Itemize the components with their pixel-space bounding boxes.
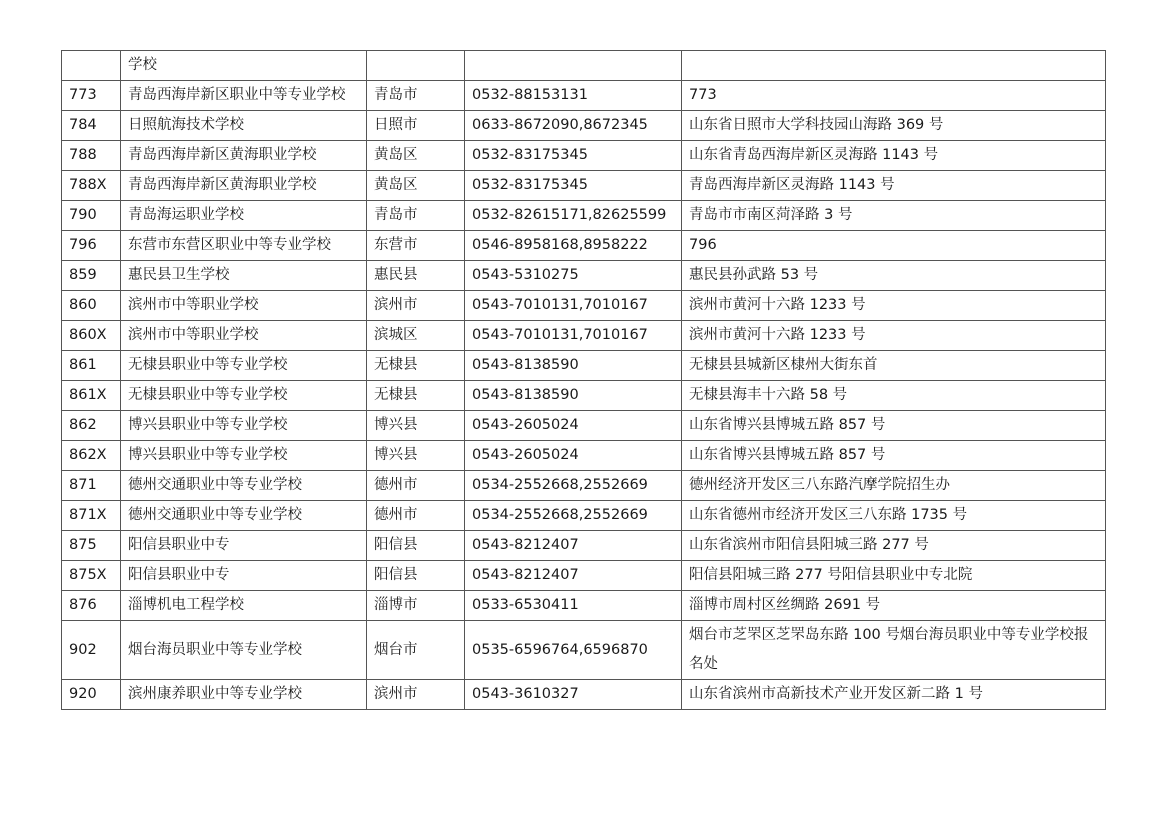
table-row <box>62 321 1106 351</box>
school-name-cell: 日照航海技术学校 <box>121 111 367 141</box>
school-name-cell: 无棣县职业中等专业学校 <box>121 351 367 381</box>
code-cell: 871X <box>62 501 121 531</box>
code-cell: 876 <box>62 591 121 621</box>
school-name-cell: 阳信县职业中专 <box>121 531 367 561</box>
table-row <box>62 291 1106 321</box>
table-row <box>62 561 1106 591</box>
address-cell: 青岛西海岸新区灵海路 1143 号 <box>682 171 1106 201</box>
city-cell: 黄岛区 <box>367 171 465 201</box>
code-cell: 920 <box>62 680 121 710</box>
phone-cell: 0543-8212407 <box>465 561 682 591</box>
code-cell: 860 <box>62 291 121 321</box>
city-cell: 青岛市 <box>367 81 465 111</box>
phone-cell: 0633-8672090,8672345 <box>465 111 682 141</box>
school-name-cell: 青岛海运职业学校 <box>121 201 367 231</box>
table-row <box>62 411 1106 441</box>
address-cell: 山东省博兴县博城五路 857 号 <box>682 441 1106 471</box>
address-cell: 山东省青岛西海岸新区灵海路 1143 号 <box>682 141 1106 171</box>
table-row <box>62 261 1106 291</box>
phone-cell: 0534-2552668,2552669 <box>465 501 682 531</box>
address-cell <box>682 51 1106 81</box>
school-name-cell: 青岛西海岸新区黄海职业学校 <box>121 141 367 171</box>
phone-cell <box>465 51 682 81</box>
table-row <box>62 471 1106 501</box>
phone-cell: 0543-2605024 <box>465 411 682 441</box>
city-cell: 东营市 <box>367 231 465 261</box>
school-name-cell: 学校 <box>121 51 367 81</box>
code-cell: 862X <box>62 441 121 471</box>
table-row <box>62 501 1106 531</box>
address-cell: 滨州市黄河十六路 1233 号 <box>682 321 1106 351</box>
table-row <box>62 531 1106 561</box>
table-row <box>62 141 1106 171</box>
phone-cell: 0532-83175345 <box>465 171 682 201</box>
address-cell: 山东省德州市经济开发区三八东路 1735 号 <box>682 501 1106 531</box>
table-row <box>62 231 1106 261</box>
school-name-cell: 德州交通职业中等专业学校 <box>121 471 367 501</box>
code-cell: 859 <box>62 261 121 291</box>
phone-cell: 0532-82615171,82625599 <box>465 201 682 231</box>
code-cell: 875 <box>62 531 121 561</box>
code-cell: 788 <box>62 141 121 171</box>
school-name-cell: 博兴县职业中等专业学校 <box>121 411 367 441</box>
phone-cell: 0543-2605024 <box>465 441 682 471</box>
address-cell: 773 <box>682 81 1106 111</box>
city-cell: 阳信县 <box>367 561 465 591</box>
code-cell: 875X <box>62 561 121 591</box>
phone-cell: 0532-88153131 <box>465 81 682 111</box>
phone-cell: 0532-83175345 <box>465 141 682 171</box>
city-cell: 无棣县 <box>367 351 465 381</box>
address-cell: 山东省滨州市阳信县阳城三路 277 号 <box>682 531 1106 561</box>
school-name-cell: 惠民县卫生学校 <box>121 261 367 291</box>
city-cell: 日照市 <box>367 111 465 141</box>
school-name-cell: 青岛西海岸新区职业中等专业学校 <box>121 81 367 111</box>
phone-cell: 0533-6530411 <box>465 591 682 621</box>
code-cell: 862 <box>62 411 121 441</box>
address-cell: 青岛市市南区菏泽路 3 号 <box>682 201 1106 231</box>
address-cell: 滨州市黄河十六路 1233 号 <box>682 291 1106 321</box>
address-cell: 惠民县孙武路 53 号 <box>682 261 1106 291</box>
school-name-cell: 德州交通职业中等专业学校 <box>121 501 367 531</box>
code-cell: 790 <box>62 201 121 231</box>
city-cell: 滨州市 <box>367 291 465 321</box>
school-name-cell: 博兴县职业中等专业学校 <box>121 441 367 471</box>
table-row <box>62 51 1106 81</box>
phone-cell: 0543-8212407 <box>465 531 682 561</box>
code-cell: 773 <box>62 81 121 111</box>
city-cell: 滨城区 <box>367 321 465 351</box>
phone-cell: 0543-3610327 <box>465 680 682 710</box>
address-cell: 无棣县县城新区棣州大街东首 <box>682 351 1106 381</box>
school-name-cell: 滨州市中等职业学校 <box>121 321 367 351</box>
city-cell: 德州市 <box>367 501 465 531</box>
city-cell: 无棣县 <box>367 381 465 411</box>
phone-cell: 0534-2552668,2552669 <box>465 471 682 501</box>
city-cell <box>367 51 465 81</box>
code-cell: 902 <box>62 621 121 680</box>
school-name-cell: 滨州市中等职业学校 <box>121 291 367 321</box>
address-cell: 796 <box>682 231 1106 261</box>
table-row <box>62 351 1106 381</box>
school-name-cell: 滨州康养职业中等专业学校 <box>121 680 367 710</box>
city-cell: 烟台市 <box>367 621 465 680</box>
address-cell: 山东省滨州市高新技术产业开发区新二路 1 号 <box>682 680 1106 710</box>
phone-cell: 0543-7010131,7010167 <box>465 321 682 351</box>
school-name-cell: 东营市东营区职业中等专业学校 <box>121 231 367 261</box>
code-cell <box>62 51 121 81</box>
address-cell: 烟台市芝罘区芝罘岛东路 100 号烟台海员职业中等专业学校报名处 <box>682 621 1106 680</box>
phone-cell: 0543-8138590 <box>465 351 682 381</box>
city-cell: 青岛市 <box>367 201 465 231</box>
city-cell: 博兴县 <box>367 441 465 471</box>
code-cell: 784 <box>62 111 121 141</box>
city-cell: 黄岛区 <box>367 141 465 171</box>
address-cell: 山东省博兴县博城五路 857 号 <box>682 411 1106 441</box>
phone-cell: 0543-8138590 <box>465 381 682 411</box>
code-cell: 861 <box>62 351 121 381</box>
city-cell: 淄博市 <box>367 591 465 621</box>
table-row <box>62 621 1106 680</box>
address-cell: 山东省日照市大学科技园山海路 369 号 <box>682 111 1106 141</box>
code-cell: 861X <box>62 381 121 411</box>
code-cell: 860X <box>62 321 121 351</box>
table-row <box>62 680 1106 710</box>
school-name-cell: 无棣县职业中等专业学校 <box>121 381 367 411</box>
school-name-cell: 烟台海员职业中等专业学校 <box>121 621 367 680</box>
phone-cell: 0543-5310275 <box>465 261 682 291</box>
table-row <box>62 201 1106 231</box>
city-cell: 滨州市 <box>367 680 465 710</box>
table-row <box>62 381 1106 411</box>
city-cell: 德州市 <box>367 471 465 501</box>
school-name-cell: 淄博机电工程学校 <box>121 591 367 621</box>
school-name-cell: 阳信县职业中专 <box>121 561 367 591</box>
table-row <box>62 81 1106 111</box>
school-name-cell: 青岛西海岸新区黄海职业学校 <box>121 171 367 201</box>
table-row <box>62 171 1106 201</box>
code-cell: 788X <box>62 171 121 201</box>
table-row <box>62 111 1106 141</box>
code-cell: 871 <box>62 471 121 501</box>
address-cell: 淄博市周村区丝绸路 2691 号 <box>682 591 1106 621</box>
address-cell: 无棣县海丰十六路 58 号 <box>682 381 1106 411</box>
code-cell: 796 <box>62 231 121 261</box>
school-table <box>61 50 1106 710</box>
table-row <box>62 441 1106 471</box>
city-cell: 阳信县 <box>367 531 465 561</box>
table-row <box>62 591 1106 621</box>
phone-cell: 0543-7010131,7010167 <box>465 291 682 321</box>
address-cell: 德州经济开发区三八东路汽摩学院招生办 <box>682 471 1106 501</box>
city-cell: 博兴县 <box>367 411 465 441</box>
address-cell: 阳信县阳城三路 277 号阳信县职业中专北院 <box>682 561 1106 591</box>
phone-cell: 0546-8958168,8958222 <box>465 231 682 261</box>
city-cell: 惠民县 <box>367 261 465 291</box>
phone-cell: 0535-6596764,6596870 <box>465 621 682 680</box>
